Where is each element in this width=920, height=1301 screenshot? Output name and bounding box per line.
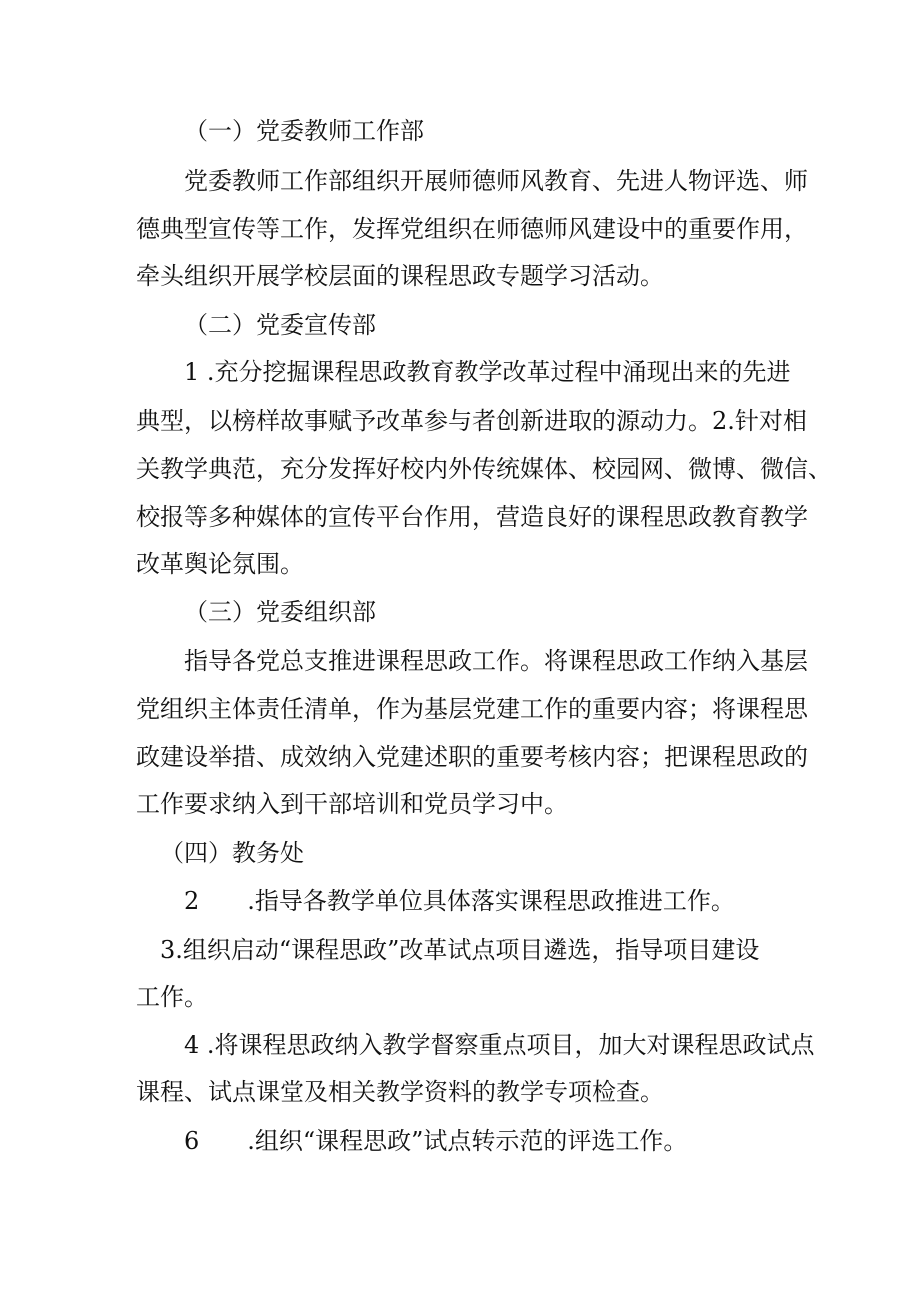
list-item-line: 2 .指导各教学单位具体落实课程思政推进工作。 — [184, 887, 735, 915]
paragraph-line: 党组织主体责任清单，作为基层党建工作的重要内容；将课程思 — [136, 695, 808, 723]
section-heading: （四）教务处 — [160, 839, 304, 867]
section-heading: （二）党委宣传部 — [184, 311, 376, 339]
section-heading: （一）党委教师工作部 — [184, 117, 424, 145]
paragraph-line: 工作要求纳入到干部培训和党员学习中。 — [136, 790, 568, 818]
paragraph-line: 指导各党总支推进课程思政工作。将课程思政工作纳入基层 — [184, 647, 808, 675]
list-item-line: 3.组织启动“课程思政”改革试点项目遴选，指导项目建设 — [160, 936, 760, 964]
paragraph-line: 牵头组织开展学校层面的课程思政专题学习活动。 — [136, 262, 664, 290]
section-heading: （三）党委组织部 — [184, 598, 376, 626]
paragraph-line: 关教学典范，充分发挥好校内外传统媒体、校园网、微博、微信、 — [136, 455, 832, 483]
paragraph-line: 典型，以榜样故事赋予改革参与者创新进取的源动力。2.针对相 — [136, 407, 807, 435]
list-item-line: 4 .将课程思政纳入教学督察重点项目，加大对课程思政试点 — [184, 1031, 815, 1059]
paragraph-line: 校报等多种媒体的宣传平台作用，营造良好的课程思政教育教学 — [136, 503, 808, 531]
paragraph-line: 1 .充分挖掘课程思政教育教学改革过程中涌现出来的先进 — [184, 358, 791, 386]
list-item-line: 工作。 — [136, 983, 208, 1011]
list-item-line: 课程、试点课堂及相关教学资料的教学专项检查。 — [136, 1078, 664, 1106]
paragraph-line: 党委教师工作部组织开展师德师风教育、先进人物评选、师 — [184, 167, 808, 195]
paragraph-line: 德典型宣传等工作，发挥党组织在师德师风建设中的重要作用， — [136, 215, 808, 243]
paragraph-line: 改革舆论氛围。 — [136, 550, 304, 578]
paragraph-line: 政建设举措、成效纳入党建述职的重要考核内容；把课程思政的 — [136, 743, 808, 771]
list-item-line: 6 .组织“课程思政”试点转示范的评选工作。 — [184, 1127, 688, 1155]
